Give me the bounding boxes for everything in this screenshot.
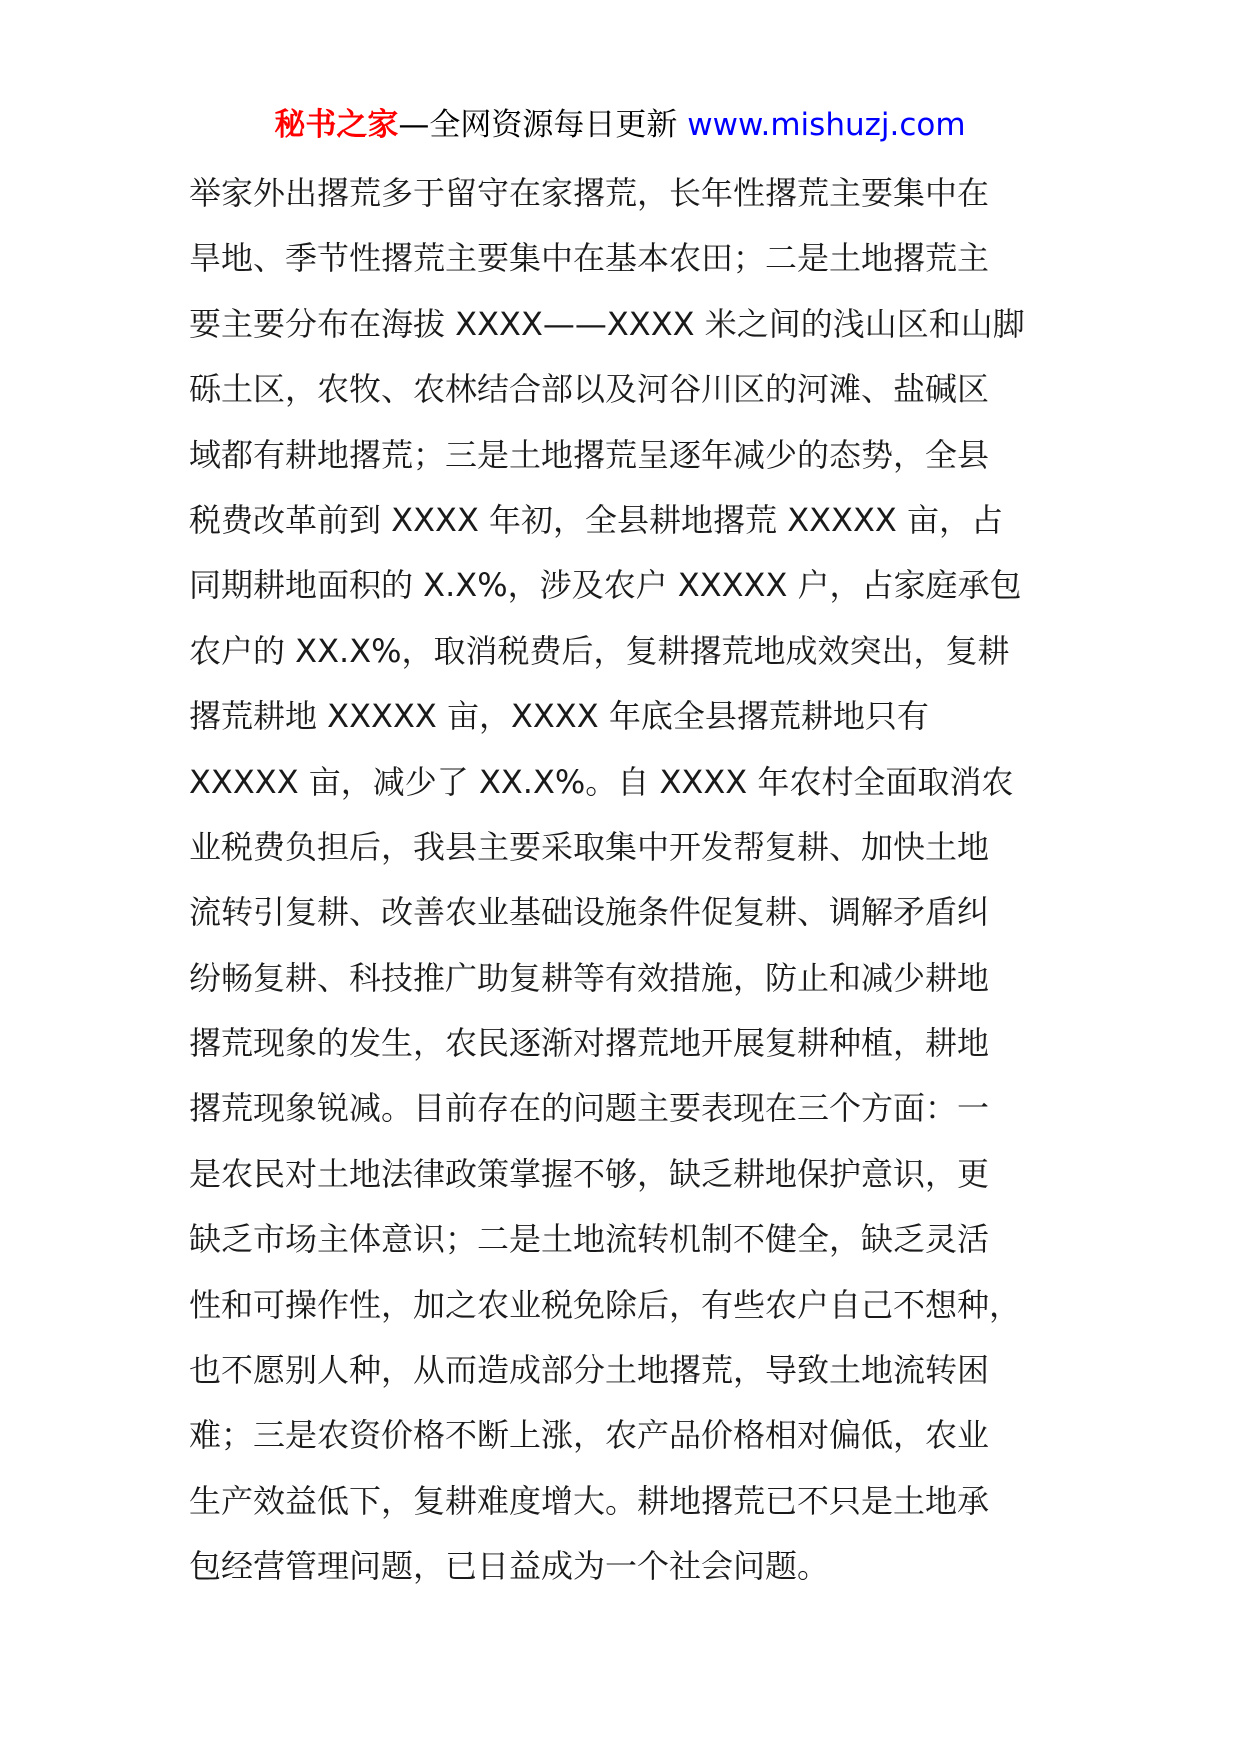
text-line: 砾土区，农牧、农林结合部以及河谷川区的河滩、盐碱区 xyxy=(189,370,990,409)
site-header xyxy=(0,100,1240,150)
text-line: 性和可操作性，加之农业税免除后，有些农户自己不想种， xyxy=(189,1285,1022,1324)
text-line: 举家外出撂荒多于留守在家撂荒，长年性撂荒主要集中在 xyxy=(189,174,990,212)
header-tagline: —全网资源每日更新 xyxy=(398,107,678,143)
text-line: 域都有耕地撂荒；三是土地撂荒呈逐年减少的态势，全县 xyxy=(189,435,990,474)
text-line: 缺乏市场主体意识；二是土地流转机制不健全，缺乏灵活 xyxy=(189,1220,990,1259)
text-line: 撂荒现象锐减。目前存在的问题主要表现在三个方面：一 xyxy=(189,1089,990,1128)
text-line: 撂荒现象的发生，农民逐渐对撂荒地开展复耕种植，耕地 xyxy=(189,1024,990,1063)
text-line: 包经营管理问题，已日益成为一个社会问题。 xyxy=(189,1547,830,1586)
text-line: 业税费负担后，我县主要采取集中开发帮复耕、加快土地 xyxy=(189,827,990,866)
text-line: 要主要分布在海拔 XXXX——XXXX 米之间的浅山区和山脚 xyxy=(189,304,1025,343)
body-paragraph xyxy=(189,161,1069,1600)
text-line: 旱地、季节性撂荒主要集中在基本农田；二是土地撂荒主 xyxy=(189,239,990,278)
text-line: XXXXX 亩，减少了 XX.X%。自 XXXX 年农村全面取消农 xyxy=(189,762,1014,801)
text-line: 流转引复耕、改善农业基础设施条件促复耕、调解矛盾纠 xyxy=(189,893,990,932)
text-line: 也不愿别人种，从而造成部分土地撂荒，导致土地流转困 xyxy=(189,1351,990,1390)
text-line: 纷畅复耕、科技推广助复耕等有效措施，防止和减少耕地 xyxy=(189,958,990,997)
text-line: 难；三是农资价格不断上涨，农产品价格相对偏低，农业 xyxy=(189,1416,990,1455)
text-line: 撂荒耕地 XXXXX 亩，XXXX 年底全县撂荒耕地只有 xyxy=(189,697,929,736)
text-line: 是农民对土地法律政策掌握不够，缺乏耕地保护意识，更 xyxy=(189,1154,990,1193)
text-line: 税费改革前到 XXXX 年初，全县耕地撂荒 XXXXX 亩，占 xyxy=(189,500,1003,539)
brand-name: 秘书之家 xyxy=(274,107,399,143)
site-url-link[interactable]: www.mishuzj.com xyxy=(687,107,966,143)
text-line: 生产效益低下，复耕难度增大。耕地撂荒已不只是土地承 xyxy=(189,1481,990,1520)
text-line: 农户的 XX.X%，取消税费后，复耕撂荒地成效突出，复耕 xyxy=(189,631,1010,670)
text-line: 同期耕地面积的 X.X%，涉及农户 XXXXX 户，占家庭承包 xyxy=(189,566,1022,605)
